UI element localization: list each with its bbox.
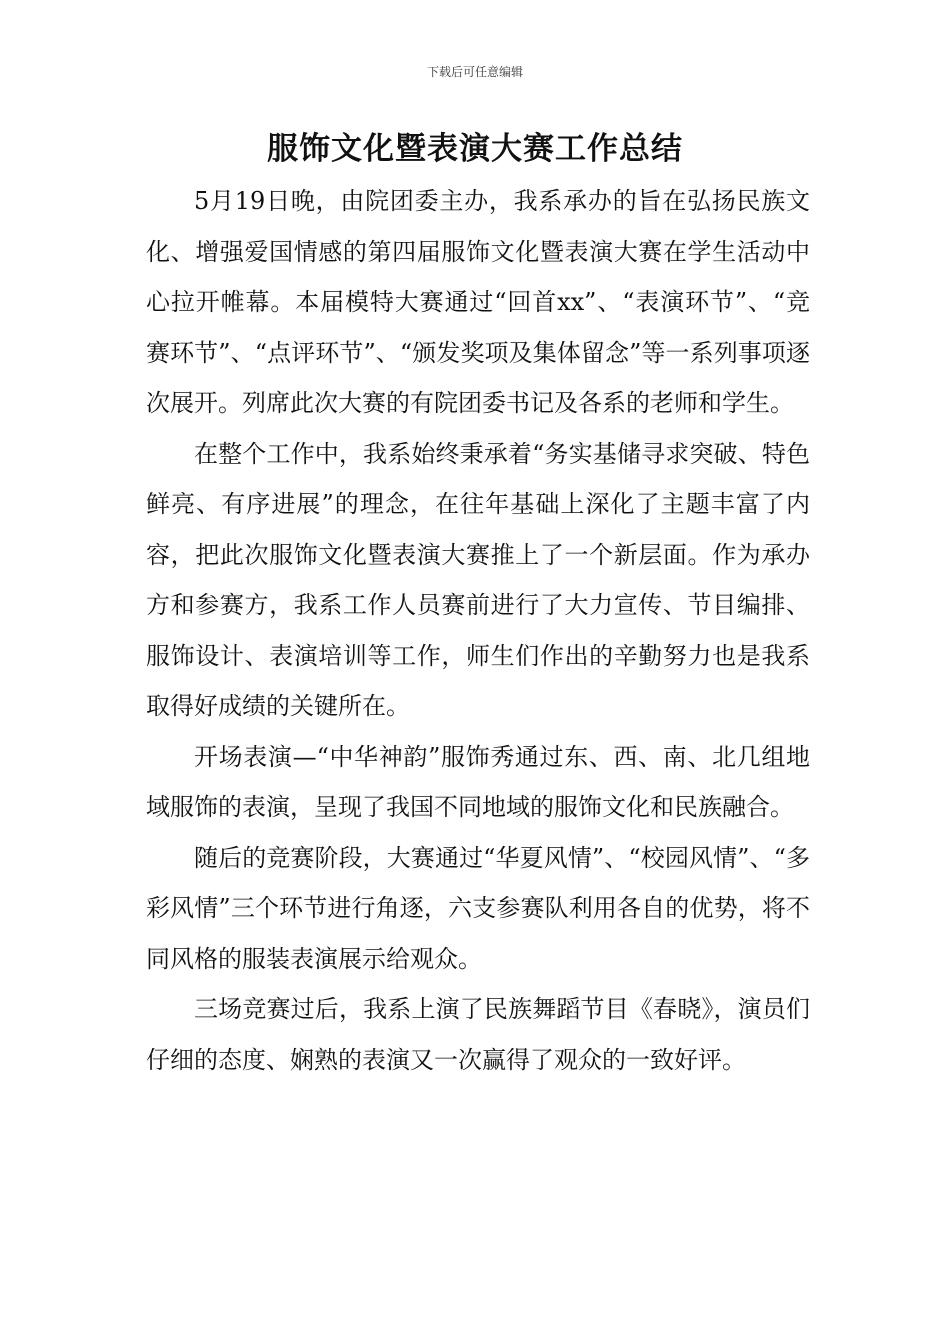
paragraph: 在整个工作中，我系始终秉承着“务实基储寻求突破、特色鲜亮、有序进展”的理念，在往年基础上深化了主题丰富了内容，把此次服饰文化暨表演大赛推上了一个新层面。作为承办方和参赛方，我系工作人员赛前进行了大力宣传、节目编排、服饰设计、表演培训等工作，师生们作出的辛勤努力也是我系取得好成绩的关键所在。 (146, 439, 810, 720)
page-header-note: 下载后可任意编辑 (426, 65, 523, 79)
document-body (146, 176, 810, 1085)
paragraph: 开场表演—“中华神韵”服饰秀通过东、西、南、北几组地域服饰的表演，呈现了我国不同地域的服饰文化和民族融合。 (146, 742, 810, 821)
paragraph: 三场竞赛过后，我系上演了民族舞蹈节目《春晓》，演员们仔细的态度、娴熟的表演又一次赢得了观众的一致好评。 (146, 995, 810, 1074)
paragraph: 随后的竞赛阶段，大赛通过“华夏风情”、“校园风情”、“多彩风情”三个环节进行角逐，六支参赛队利用各自的优势，将不同风格的服装表演展示给观众。 (146, 843, 810, 973)
document-title: 服饰文化暨表演大赛工作总结 (267, 131, 683, 167)
paragraph: 5月19日晚，由院团委主办，我系承办的旨在弘扬民族文化、增强爱国情感的第四届服饰文化暨表演大赛在学生活动中心拉开帷幕。本届模特大赛通过“回首xx”、“表演环节”、“竞赛环节”、“点评环节”、“颁发奖项及集体留念”等一系列事项逐次展开。列席此次大赛的有院团委书记及各系的老师和学生。 (146, 187, 810, 417)
